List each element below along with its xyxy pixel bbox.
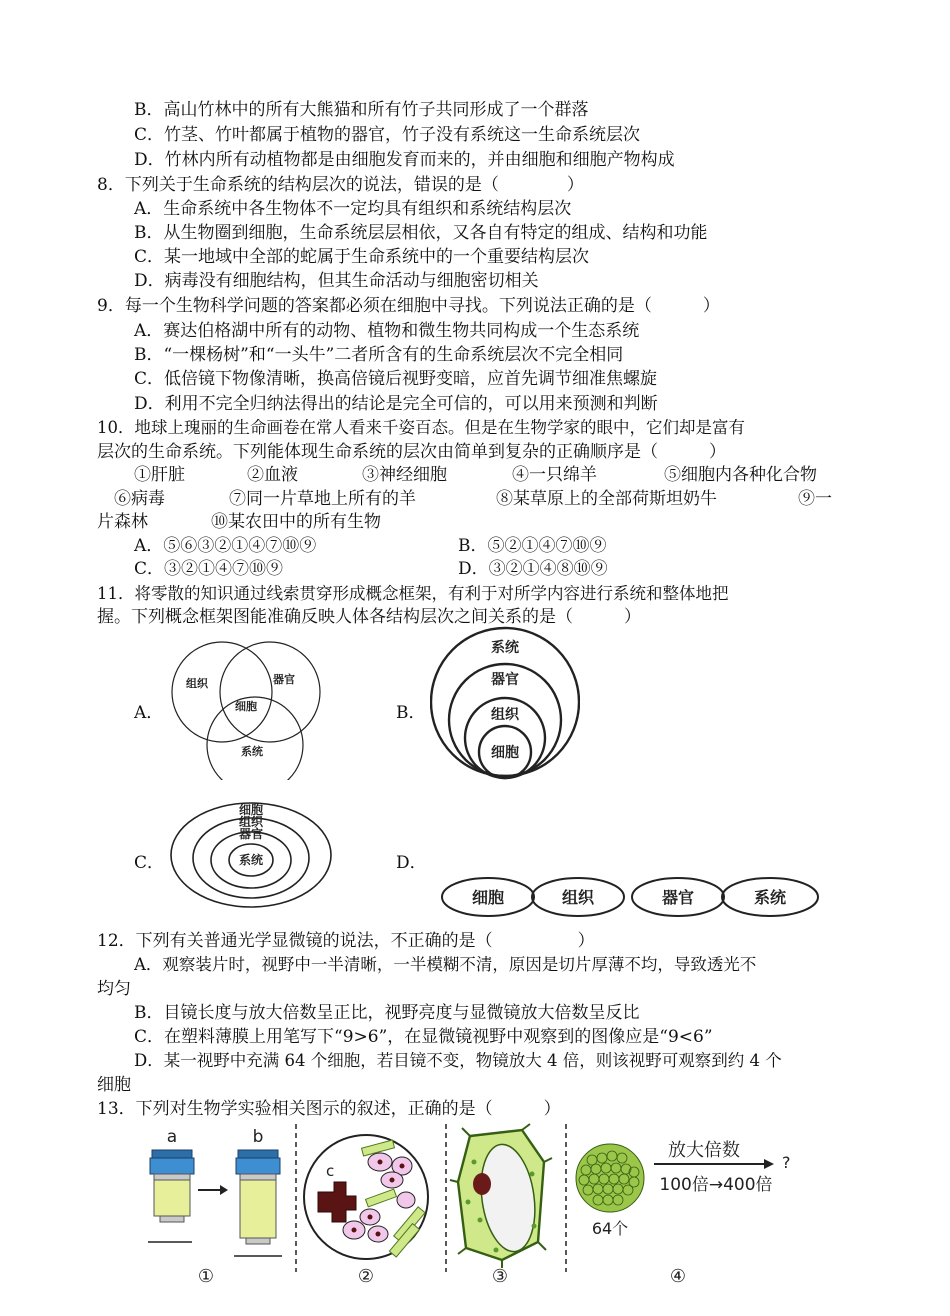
diagram-d-label-system: 系统 bbox=[753, 888, 787, 907]
q12-stem: 12．下列有关普通光学显微镜的说法，不正确的是（ ） bbox=[97, 931, 595, 951]
panel-number-3: ③ bbox=[491, 1266, 509, 1287]
q12-option-d-line2: 细胞 bbox=[97, 1075, 131, 1095]
diagram-d-label-organ: 器官 bbox=[661, 888, 695, 907]
cell-label-c: c bbox=[326, 1162, 335, 1180]
q12-option-a-line1: A．观察装片时，视野中一半清晰，一半模糊不清，原因是切片厚薄不均，导致透光不 bbox=[134, 955, 757, 974]
q10-item-5: ⑤细胞内各种化合物 bbox=[664, 465, 817, 485]
diagram-b-label-system: 系统 bbox=[491, 640, 519, 656]
diagram-c-label-tissue: 组织 bbox=[238, 815, 264, 829]
venn-label-cell: 细胞 bbox=[235, 700, 257, 713]
diagram-c-label-cell: 细胞 bbox=[238, 803, 264, 817]
q8-stem: 8．下列关于生命系统的结构层次的说法，错误的是（ ） bbox=[97, 175, 584, 195]
q10-option-a: A．⑤⑥③②①④⑦⑩⑨ bbox=[134, 536, 317, 556]
diagram-c-label-system: 系统 bbox=[238, 853, 264, 867]
magnification-label: 放大倍数 bbox=[668, 1140, 740, 1161]
objective-label-b: b bbox=[252, 1127, 264, 1147]
magnification-range: 100倍→400倍 bbox=[659, 1175, 773, 1195]
q11-option-d-label: D． bbox=[396, 853, 427, 873]
venn-label-system: 系统 bbox=[241, 745, 263, 758]
q7-option-b: B．高山竹林中的所有大熊猫和所有竹子共同形成了一个群落 bbox=[134, 100, 589, 120]
q10-item-10: ⑩某农田中的所有生物 bbox=[211, 512, 381, 532]
diagram-c-label-organ: 器官 bbox=[238, 827, 264, 841]
q10-item-9-part1: ⑨一 bbox=[798, 489, 832, 509]
q10-item-6: ⑥病毒 bbox=[114, 489, 165, 509]
q7-option-c: C．竹茎、竹叶都属于植物的器官，竹子没有系统这一生命系统层次 bbox=[134, 125, 641, 145]
q10-stem-line1: 10．地球上瑰丽的生命画卷在常人看来千姿百态。但是在生物学家的眼中，它们却是富有 bbox=[97, 418, 745, 437]
q10-item-1: ①肝脏 bbox=[134, 465, 185, 485]
objective-b-icon bbox=[236, 1150, 280, 1244]
panel-number-4: ④ bbox=[669, 1266, 687, 1287]
diagram-b-label-tissue: 组织 bbox=[491, 707, 519, 723]
q10-option-b: B．⑤②①④⑦⑩⑨ bbox=[458, 536, 607, 556]
q10-stem-line2: 层次的生命系统。下列能体现生命系统的层次由简单到复杂的正确顺序是（ ） bbox=[97, 442, 726, 462]
objective-label-a: a bbox=[166, 1127, 178, 1147]
q13-stem: 13．下列对生物学实验相关图示的叙述，正确的是（ ） bbox=[97, 1099, 561, 1119]
panel-3-plant-cell bbox=[450, 1124, 552, 1287]
q8-option-b: B．从生物圈到细胞，生命系统层层相依，又各自有特定的组成、结构和功能 bbox=[134, 223, 708, 243]
q10-item-9-part2: 片森林 bbox=[97, 512, 148, 532]
q9-option-d: D．利用不完全归纳法得出的结论是完全可信的，可以用来预测和判断 bbox=[134, 394, 658, 414]
panel-1-objectives bbox=[148, 1127, 282, 1287]
concentric-diagram-c bbox=[168, 790, 338, 910]
q10-option-c: C．③②①④⑦⑩⑨ bbox=[134, 559, 284, 579]
q12-option-a-line2: 均匀 bbox=[97, 979, 131, 999]
q13-figure-strip bbox=[140, 1122, 820, 1292]
q12-option-c: C．在塑料薄膜上用笔写下“9>6”，在显微镜视野中观察到的图像应是“9<6” bbox=[134, 1027, 713, 1047]
objective-a-icon bbox=[150, 1150, 194, 1222]
venn-label-tissue: 组织 bbox=[186, 677, 208, 690]
venn-circle-tissue bbox=[172, 642, 272, 742]
q11-stem-line2: 握。下列概念框架图能准确反映人体各结构层次之间关系的是（ ） bbox=[97, 607, 641, 627]
q10-item-4: ④一只绵羊 bbox=[512, 465, 597, 485]
panel-number-1: ① bbox=[197, 1266, 215, 1287]
q9-stem: 9．每一个生物科学问题的答案都必须在细胞中寻找。下列说法正确的是（ ） bbox=[97, 296, 720, 316]
cell-count-label: 64个 bbox=[591, 1219, 629, 1238]
panel-4-magnification bbox=[576, 1140, 791, 1287]
q8-option-d: D．病毒没有细胞结构，但其生命活动与细胞密切相关 bbox=[134, 271, 539, 291]
q11-option-b-label: B． bbox=[396, 703, 426, 723]
diagram-d-label-cell: 细胞 bbox=[471, 888, 505, 907]
q9-option-c: C．低倍镜下物像清晰，换高倍镜后视野变暗，应首先调节细准焦螺旋 bbox=[134, 369, 658, 389]
q9-option-b: B．“一棵杨树”和“一头牛”二者所含有的生命系统层次不完全相同 bbox=[134, 345, 624, 365]
q8-option-c: C．某一地域中全部的蛇属于生命系统中的一个重要结构层次 bbox=[134, 247, 590, 267]
q10-item-2: ②血液 bbox=[247, 465, 298, 485]
diagram-b-label-organ: 器官 bbox=[491, 672, 519, 688]
q10-item-7: ⑦同一片草地上所有的羊 bbox=[229, 489, 416, 509]
venn-diagram-a bbox=[160, 640, 340, 780]
chain-diagram-d bbox=[440, 874, 822, 920]
q10-option-d: D．③②①④⑧⑩⑨ bbox=[458, 559, 608, 579]
panel-2-field-of-view bbox=[304, 1135, 428, 1287]
q11-option-a-label: A． bbox=[134, 703, 164, 723]
nested-circles-diagram-b bbox=[430, 624, 580, 784]
q10-item-8: ⑧某草原上的全部荷斯坦奶牛 bbox=[496, 489, 717, 509]
venn-circle-organ bbox=[220, 642, 320, 742]
q11-stem-line1: 11．将零散的知识通过线索贯穿形成概念框架，有利于对所学内容进行系统和整体地把 bbox=[97, 584, 729, 603]
diagram-b-label-cell: 细胞 bbox=[491, 745, 519, 761]
q9-option-a: A．赛达伯格湖中所有的动物、植物和微生物共同构成一个生态系统 bbox=[134, 321, 640, 341]
q7-option-d: D．竹林内所有动植物都是由细胞发育而来的，并由细胞和细胞产物构成 bbox=[134, 150, 675, 170]
q12-option-d-line1: D．某一视野中充满 64 个细胞，若目镜不变，物镜放大 4 倍，则该视野可观察到约 4 个 bbox=[134, 1051, 782, 1070]
q12-option-b: B．目镜长度与放大倍数呈正比，视野亮度与显微镜放大倍数呈反比 bbox=[134, 1003, 640, 1023]
magnification-question: ? bbox=[782, 1153, 791, 1172]
venn-label-organ: 器官 bbox=[273, 673, 295, 686]
diagram-d-label-tissue: 组织 bbox=[561, 888, 595, 907]
q10-item-3: ③神经细胞 bbox=[362, 465, 447, 485]
q11-option-c-label: C． bbox=[134, 853, 165, 873]
panel-number-2: ② bbox=[357, 1266, 375, 1287]
q8-option-a: A．生命系统中各生物体不一定均具有组织和系统结构层次 bbox=[134, 199, 572, 219]
